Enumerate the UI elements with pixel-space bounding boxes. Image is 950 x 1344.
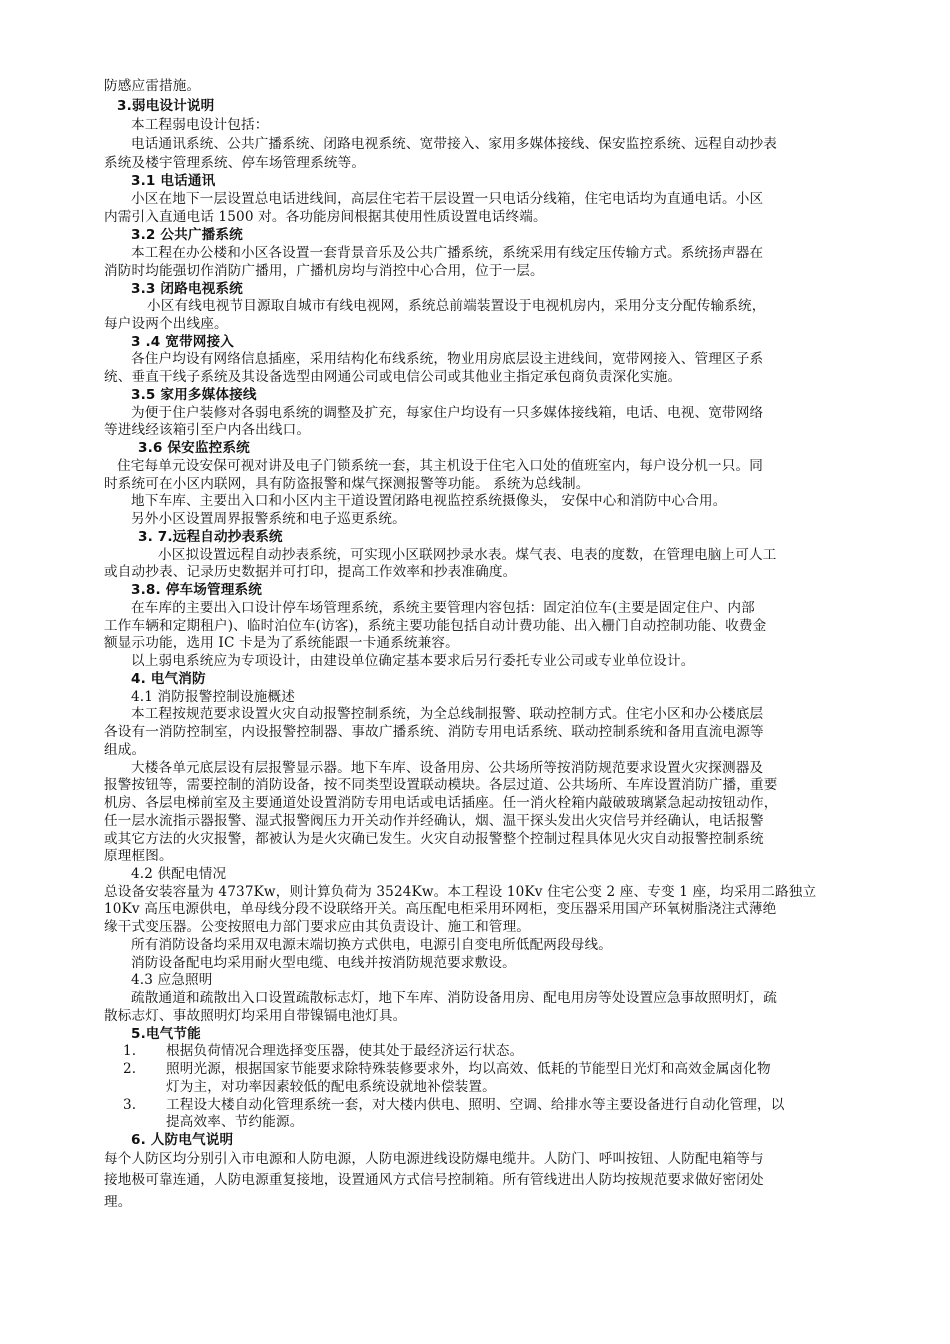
section-heading: 3.5 家用多媒体接线 xyxy=(131,387,257,403)
section-heading: 3.3 闭路电视系统 xyxy=(131,281,243,297)
paragraph-line: 组成。 xyxy=(104,742,146,758)
paragraph-line: 以上弱电系统应为专项设计，由建设单位确定基本要求后另行委托专业公司或专业单位设计。 xyxy=(131,653,695,669)
subsection-heading: 4.3 应急照明 xyxy=(131,972,213,988)
paragraph-line: 或其它方法的火灾报警，都被认为是火灾确已发生。火灾自动报警整个控制过程具体见火灾自动报警控制系统 xyxy=(104,831,764,847)
section-heading: 3.6 保安监控系统 xyxy=(138,440,250,456)
paragraph-line: 本工程弱电设计包括： xyxy=(131,117,269,133)
paragraph-line: 小区有线电视节目源取自城市有线电视网，系统总前端装置设于电视机房内，采用分支分配传输系统， xyxy=(147,298,766,314)
paragraph-line: 本工程在办公楼和小区各设置一套背景音乐及公共广播系统，系统采用有线定压传输方式。系统扬声器在 xyxy=(131,245,764,261)
subsection-heading: 4.1 消防报警控制设施概述 xyxy=(131,689,295,705)
paragraph-line: 或自动抄表、记录历史数据并可打印，提高工作效率和抄表准确度。 xyxy=(104,564,517,580)
section-heading: 3 .4 宽带网接入 xyxy=(131,334,235,350)
paragraph-line: 工作车辆和定期租户)、临时泊位车(访客)，系统主要功能包括自动计费功能、出入栅门自动控制功能、收费金 xyxy=(104,618,767,634)
paragraph-line: 为便于住户装修对各弱电系统的调整及扩充，每家住户均设有一只多媒体接线箱，电话、电视、宽带网络 xyxy=(131,405,764,421)
section-heading: 3.弱电设计说明 xyxy=(117,98,215,114)
list-number: 2. xyxy=(123,1061,137,1077)
paragraph-line: 地下车库、主要出入口和小区内主干道设置闭路电视监控系统摄像头， 安保中心和消防中心合用。 xyxy=(131,493,727,509)
paragraph-line: 每户设两个出线座。 xyxy=(104,316,228,332)
paragraph-line: 各设有一消防控制室，内设报警控制器、事故广播系统、消防专用电话系统、联动控制系统和备用直流电源等 xyxy=(104,724,764,740)
paragraph-line: 消防设备配电均采用耐火型电缆、电线并按消防规范要求敷设。 xyxy=(131,955,516,971)
list-number: 3. xyxy=(123,1097,137,1113)
section-heading: 5.电气节能 xyxy=(131,1026,201,1042)
paragraph-line: 系统及楼宇管理系统、停车场管理系统等。 xyxy=(104,155,366,171)
section-heading: 6. 人防电气说明 xyxy=(131,1132,234,1148)
paragraph-line: 内需引入直通电话 1500 对。各功能房间根据其使用性质设置电话终端。 xyxy=(104,209,547,225)
paragraph-line: 原理框图。 xyxy=(104,848,173,864)
list-item: 工程设大楼自动化管理系统一套，对大楼内供电、照明、空调、给排水等主要设备进行自动化管理，以 xyxy=(166,1097,785,1113)
paragraph-line: 时系统可在小区内联网，具有防盗报警和煤气探测报警等功能。 系统为总线制。 xyxy=(104,476,590,492)
paragraph-line: 另外小区设置周界报警系统和电子巡更系统。 xyxy=(131,511,406,527)
paragraph-line: 各住户均设有网络信息插座，采用结构化布线系统，物业用房底层设主进线间，宽带网接入、管理区子系 xyxy=(131,351,764,367)
paragraph-line: 缘干式变压器。公变按照电力部门要求应由其负责设计、施工和管理。 xyxy=(104,919,531,935)
paragraph-line: 所有消防设备均采用双电源末端切换方式供电，电源引自变电所低配两段母线。 xyxy=(131,937,613,953)
paragraph-line: 理。 xyxy=(104,1194,132,1210)
paragraph-line: 住宅每单元设安保可视对讲及电子门锁系统一套，其主机设于住宅入口处的值班室内，每户设分机一只。同 xyxy=(117,458,763,474)
paragraph-line: 等进线经该箱引至户内各出线口。 xyxy=(104,422,311,438)
list-item: 灯为主，对功率因素较低的配电系统设就地补偿装置。 xyxy=(166,1079,496,1095)
list-item: 照明光源，根据国家节能要求除特殊装修要求外，均以高效、低耗的节能型日光灯和高效金属卤化物 xyxy=(166,1061,771,1077)
paragraph-line: 电话通讯系统、公共广播系统、闭路电视系统、宽带接入、家用多媒体接线、保安监控系统、远程自动抄表 xyxy=(131,136,777,152)
paragraph-line: 消防时均能强切作消防广播用，广播机房均与消控中心合用，位于一层。 xyxy=(104,263,544,279)
paragraph-line: 防感应雷措施。 xyxy=(104,78,201,94)
list-number: 1. xyxy=(123,1043,137,1059)
paragraph-line: 本工程按规范要求设置火灾自动报警控制系统，为全总线制报警、联动控制方式。住宅小区和办公楼底层 xyxy=(131,706,764,722)
paragraph-line: 疏散通道和疏散出入口设置疏散标志灯，地下车库、消防设备用房、配电用房等处设置应急事故照明灯，疏 xyxy=(131,990,777,1006)
section-heading: 3.2 公共广播系统 xyxy=(131,227,243,243)
section-heading: 3. 7.远程自动抄表系统 xyxy=(138,529,283,545)
paragraph-line: 小区拟设置远程自动抄表系统，可实现小区联网抄录水表。煤气表、电表的度数，在管理电脑上可人工 xyxy=(158,547,777,563)
section-heading: 3.8. 停车场管理系统 xyxy=(131,582,262,598)
paragraph-line: 报警按钮等，需要控制的消防设备，按不同类型设置联动模块。各层过道、公共场所、车库设置消防广播，重要 xyxy=(104,777,778,793)
paragraph-line: 10Kv 高压电源供电，单母线分段不设联络开关。高压配电柜采用环网柜，变压器采用国产环氧树脂浇注式薄绝 xyxy=(104,901,777,917)
paragraph-line: 统、垂直干线子系统及其设备选型由网通公司或电信公司或其他业主指定承包商负责深化实施。 xyxy=(104,369,682,385)
paragraph-line: 散标志灯、事故照明灯均采用自带镍镉电池灯具。 xyxy=(104,1008,407,1024)
list-item: 根据负荷情况合理选择变压器，使其处于最经济运行状态。 xyxy=(166,1043,524,1059)
paragraph-line: 机房、各层电梯前室及主要通道处设置消防专用电话或电话插座。任一消火栓箱内敲破玻璃紧急起动按钮动作， xyxy=(104,795,778,811)
paragraph-line: 每个人防区均分别引入市电源和人防电源，人防电源进线设防爆电缆井。人防门、呼叫按钮、人防配电箱等与 xyxy=(104,1151,764,1167)
paragraph-line: 在车库的主要出入口设计停车场管理系统，系统主要管理内容包括：固定泊位车(主要是固定住户、内部 xyxy=(131,600,755,616)
paragraph-line: 任一层水流指示器报警、湿式报警阀压力开关动作并经确认，烟、温干探头发出火灾信号并经确认，电话报警 xyxy=(104,813,764,829)
paragraph-line: 小区在地下一层设置总电话进线间，高层住宅若干层设置一只电话分线箱，住宅电话均为直通电话。小区 xyxy=(131,191,764,207)
list-item: 提高效率、节约能源。 xyxy=(166,1114,304,1130)
paragraph-line: 接地极可靠连通，人防电源重复接地，设置通风方式信号控制箱。所有管线进出人防均按规范要求做好密闭处 xyxy=(104,1172,764,1188)
paragraph-line: 总设备安装容量为 4737Kw，则计算负荷为 3524Kw。本工程设 10Kv 住宅公变 2 座、专变 1 座，均采用二路独立 xyxy=(104,884,817,900)
section-heading: 4. 电气消防 xyxy=(131,671,206,687)
paragraph-line: 额显示功能，选用 IC 卡是为了系统能跟一卡通系统兼容。 xyxy=(104,635,459,651)
section-heading: 3.1 电话通讯 xyxy=(131,173,216,189)
subsection-heading: 4.2 供配电情况 xyxy=(131,866,227,882)
paragraph-line: 大楼各单元底层设有层报警显示器。地下车库、设备用房、公共场所等按消防规范要求设置火灾探测器及 xyxy=(131,760,764,776)
